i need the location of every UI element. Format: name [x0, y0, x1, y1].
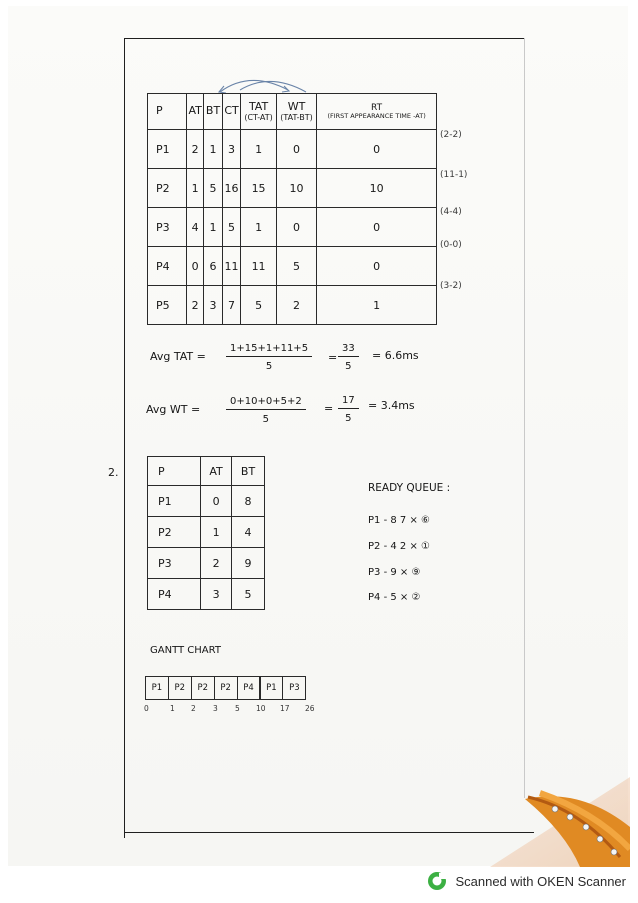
cell: P2 [148, 169, 187, 208]
gantt-tick: 3 [213, 704, 218, 713]
cell: 0 [317, 130, 437, 169]
gantt-cell: P1 [145, 676, 169, 700]
cell: 3 [201, 579, 232, 610]
table-row [148, 286, 437, 325]
process-table-1 [147, 93, 437, 325]
header-p: P [148, 457, 201, 486]
ready-queue-item: P1 - 8 7 × ⑥ [368, 515, 430, 526]
cell: P1 [148, 130, 187, 169]
cell: 10 [317, 169, 437, 208]
gantt-title: GANTT CHART [150, 645, 221, 656]
cell: 5 [241, 286, 276, 325]
table-row [148, 579, 265, 610]
cell: P4 [148, 579, 201, 610]
table-row [148, 208, 437, 247]
avg-tat-fraction [226, 343, 312, 372]
process-table-2 [147, 456, 265, 610]
side-note: (4-4) [440, 207, 462, 217]
cell: P5 [148, 286, 187, 325]
avg-tat-equals: = [328, 351, 338, 364]
table-row [148, 169, 437, 208]
cell: P1 [148, 486, 201, 517]
cell: 0 [276, 208, 316, 247]
cell: P3 [148, 548, 201, 579]
table-header-row [148, 94, 437, 130]
gantt-cell: P2 [191, 676, 215, 700]
cell: 0 [317, 208, 437, 247]
avg-tat-result-numerator: 33 [338, 343, 359, 357]
header-wt [276, 94, 316, 130]
gantt-tick: 26 [305, 704, 315, 713]
tat-formula: (CT-AT) [244, 113, 273, 123]
cell: 0 [317, 247, 437, 286]
gantt-tick: 5 [235, 704, 240, 713]
avg-tat-result-denominator: 5 [345, 361, 352, 372]
gantt-cell: P2 [214, 676, 238, 700]
side-note: (11-1) [440, 170, 468, 180]
scanner-watermark [427, 871, 626, 891]
left-margin-line [124, 38, 125, 838]
side-note: (2-2) [440, 130, 462, 140]
gantt-cell: P2 [168, 676, 192, 700]
cell: 8 [232, 486, 265, 517]
rt-formula: (FIRST APPEARANCE TIME -AT) [327, 111, 426, 120]
cell: 7 [222, 286, 241, 325]
cell: 9 [232, 548, 265, 579]
cell: 5 [232, 579, 265, 610]
gantt-tick: 0 [144, 704, 149, 713]
cell: 1 [317, 286, 437, 325]
avg-tat-numerator: 1+15+1+11+5 [226, 343, 312, 357]
cell: 5 [204, 169, 222, 208]
cell: 3 [204, 286, 222, 325]
ready-queue-item: P3 - 9 × ⑨ [368, 567, 421, 578]
table-row [148, 486, 265, 517]
cell: 16 [222, 169, 241, 208]
gantt-chart [146, 676, 306, 700]
cell: 15 [241, 169, 276, 208]
header-at: AT [201, 457, 232, 486]
top-margin-line [124, 38, 524, 39]
avg-tat-result: = 6.6ms [372, 349, 419, 362]
table-header-row [148, 457, 265, 486]
cell: 2 [187, 286, 204, 325]
avg-wt-denominator: 5 [262, 414, 270, 425]
cell: 2 [201, 548, 232, 579]
cell: 5 [222, 208, 241, 247]
cell: 10 [276, 169, 316, 208]
wt-label: WT [287, 99, 306, 113]
cell: 4 [187, 208, 204, 247]
avg-wt-result-fraction [338, 395, 359, 424]
avg-wt-numerator: 0+10+0+5+2 [226, 396, 306, 410]
avg-tat-label: Avg TAT = [150, 350, 206, 363]
avg-wt-result-denominator: 5 [345, 413, 352, 424]
cell: 1 [204, 130, 222, 169]
cell: 1 [204, 208, 222, 247]
gantt-tick: 17 [280, 704, 290, 713]
cell: 2 [276, 286, 316, 325]
rt-label: RT [371, 102, 383, 113]
header-tat [241, 94, 276, 130]
cell: 2 [187, 130, 204, 169]
cell: 1 [187, 169, 204, 208]
table-row [148, 548, 265, 579]
header-p: P [148, 94, 187, 130]
header-bt: BT [232, 457, 265, 486]
avg-wt-equals: = [324, 402, 334, 415]
cell: 1 [241, 130, 276, 169]
avg-tat-result-fraction [338, 343, 359, 372]
wt-formula: (TAT-BT) [280, 113, 313, 123]
cell: P2 [148, 517, 201, 548]
cell: 0 [187, 247, 204, 286]
gantt-cell: P3 [282, 676, 306, 700]
cell: P4 [148, 247, 187, 286]
tat-label: TAT [248, 99, 269, 113]
gantt-tick: 1 [170, 704, 175, 713]
cell: 0 [201, 486, 232, 517]
table-row [148, 247, 437, 286]
cell: 6 [204, 247, 222, 286]
bangles-photo [430, 757, 630, 867]
avg-wt-result-numerator: 17 [338, 395, 359, 409]
cell: 11 [241, 247, 276, 286]
cell: 1 [201, 517, 232, 548]
right-margin-line [524, 38, 525, 798]
gantt-tick: 10 [256, 704, 266, 713]
ready-queue-item: P2 - 4 2 × ① [368, 541, 430, 552]
header-ct: CT [222, 94, 241, 130]
gantt-cell: P4 [237, 676, 261, 700]
watermark-text: Scanned with OKEN Scanner [455, 873, 626, 889]
avg-wt-label: Avg WT = [146, 403, 201, 416]
ready-queue-item: P4 - 5 × ② [368, 592, 421, 603]
cell: 4 [232, 517, 265, 548]
header-at: AT [187, 94, 204, 130]
table-row [148, 517, 265, 548]
header-bt: BT [204, 94, 222, 130]
cell: P3 [148, 208, 187, 247]
side-note: (0-0) [440, 240, 462, 250]
gantt-tick: 2 [191, 704, 196, 713]
side-note: (3-2) [440, 281, 462, 291]
avg-tat-denominator: 5 [265, 361, 273, 372]
avg-wt-result: = 3.4ms [368, 399, 415, 412]
table-row [148, 130, 437, 169]
ready-queue-title: READY QUEUE : [368, 482, 451, 494]
cell: 11 [222, 247, 241, 286]
cell: 3 [222, 130, 241, 169]
gantt-cell: P1 [259, 676, 283, 700]
question-number: 2. [108, 466, 119, 479]
avg-wt-fraction [226, 396, 306, 425]
cell: 1 [241, 208, 276, 247]
cell: 0 [276, 130, 316, 169]
header-rt [317, 94, 437, 130]
oken-scanner-logo-icon [427, 871, 447, 891]
cell: 5 [276, 247, 316, 286]
